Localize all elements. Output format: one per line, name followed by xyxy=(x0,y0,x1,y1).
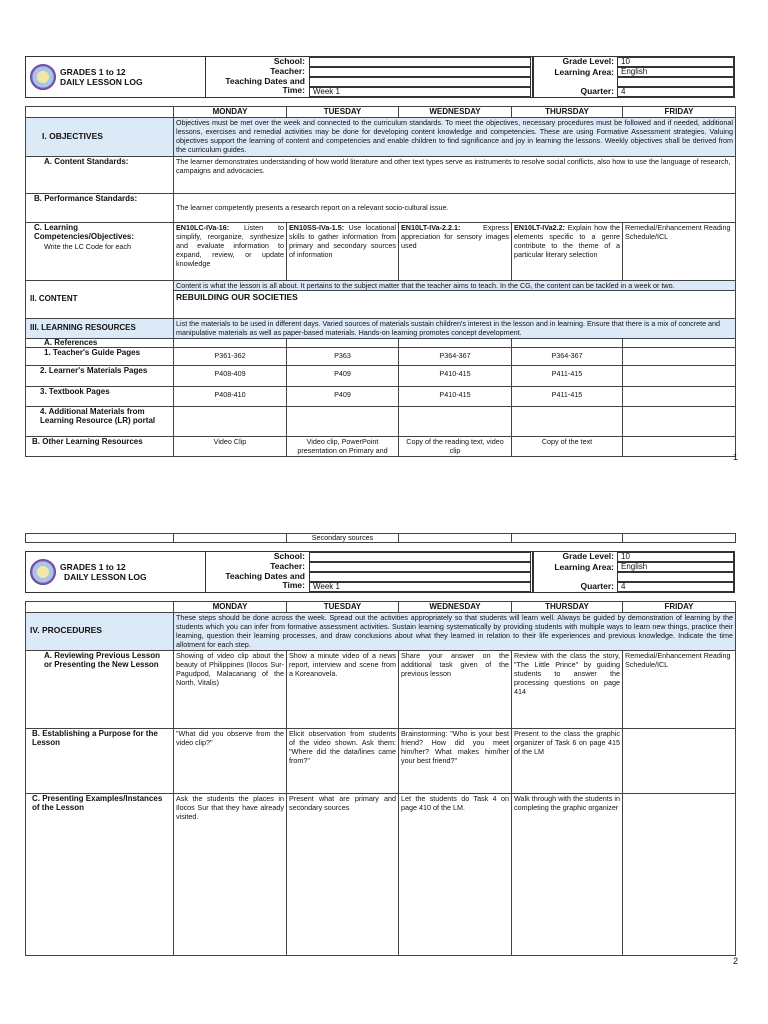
log-title: DAILY LESSON LOG xyxy=(60,77,143,87)
procedure-row-review xyxy=(26,650,736,728)
procedure-value: Elicit observation from students of the video shown. Ask them: "Where did the data/lines came from?" xyxy=(287,728,399,793)
resource-row-label: 4. Additional Materials from Learning Resource (LR) portal xyxy=(26,406,174,436)
competency-monday xyxy=(174,222,287,280)
school-label: School: xyxy=(273,56,305,66)
resource-value: P364-367 xyxy=(512,347,623,365)
procedure-row-label: A. Reviewing Previous Lesson or Presenting the New Lesson xyxy=(26,650,174,728)
quarter-value: 4 xyxy=(621,87,626,96)
lesson-table-1 xyxy=(25,106,736,457)
resource-row-label: 1. Teacher's Guide Pages xyxy=(26,347,174,365)
resource-row-lr-portal xyxy=(26,406,736,436)
quarter-label: Quarter: xyxy=(580,86,614,96)
day-thursday: THURSDAY xyxy=(512,602,623,613)
procedure-value xyxy=(623,728,736,793)
quarter-field xyxy=(617,582,734,592)
procedure-row-label: B. Establishing a Purpose for the Lesson xyxy=(26,728,174,793)
day-monday: MONDAY xyxy=(174,107,287,118)
resource-value: P411-415 xyxy=(512,365,623,386)
blank-field xyxy=(617,572,734,582)
resource-row-label: 2. Learner's Materials Pages xyxy=(26,365,174,386)
dates-value: Week 1 xyxy=(313,582,340,591)
resource-value xyxy=(623,347,736,365)
day-monday: MONDAY xyxy=(174,602,287,613)
school-field xyxy=(309,57,531,67)
resource-value xyxy=(623,386,736,406)
content-cell xyxy=(174,280,736,318)
grade-level-field xyxy=(617,552,734,562)
competency-wednesday xyxy=(399,222,512,280)
resource-value: P409 xyxy=(287,386,399,406)
page-number: 1 xyxy=(733,452,739,462)
resource-value: Video clip, PowerPoint presentation on Primary and xyxy=(287,436,399,456)
procedure-row-purpose xyxy=(26,728,736,793)
resource-value xyxy=(623,436,736,456)
dates-field xyxy=(309,572,531,582)
resource-value: P410-415 xyxy=(399,386,512,406)
resources-label: III. LEARNING RESOURCES xyxy=(26,318,174,338)
lc-text: Use locational skills to gather information from primary and secondary sources of information xyxy=(289,222,396,259)
teacher-label: Teacher: xyxy=(270,66,305,76)
header-logo-cell xyxy=(25,56,206,98)
procedure-value: Share your answer on the additional task given of the previous lesson xyxy=(399,650,512,728)
competency-tuesday xyxy=(287,222,399,280)
teacher-field xyxy=(309,562,531,572)
procedure-value: Remedial/Enhancement Reading Schedule/ICL xyxy=(623,650,736,728)
procedure-value: Review with the class the story, "The Little Prince" by guiding students to answer the processing questions on page 414 xyxy=(512,650,623,728)
lc-text: Express appreciation for sensory images used xyxy=(401,222,509,250)
dates-field xyxy=(309,77,531,87)
resource-value: P408-409 xyxy=(174,365,287,386)
resources-text: List the materials to be used in different days. Varied sources of materials sustain children's interest in the lesson and in learning. Ensure that there is a mix of concrete and manipulative materials as well as paper-based materials. Hands-on learning promotes concept development. xyxy=(174,318,736,338)
resource-value: Video Clip xyxy=(174,436,287,456)
day-friday: FRIDAY xyxy=(623,107,736,118)
competency-thursday xyxy=(512,222,623,280)
teacher-label: Teacher: xyxy=(270,561,305,571)
continued-text: Secondary sources xyxy=(287,534,399,543)
dates-value-field xyxy=(309,87,531,97)
quarter-label: Quarter: xyxy=(580,581,614,591)
day-tuesday: TUESDAY xyxy=(287,107,399,118)
procedures-label: IV. PROCEDURES xyxy=(26,612,174,650)
procedure-row-examples xyxy=(26,793,736,955)
day-header-row xyxy=(26,107,736,118)
page-number: 2 xyxy=(733,956,739,966)
learning-area-label: Learning Area: xyxy=(554,562,614,572)
lesson-table-2 xyxy=(25,601,736,956)
grade-level-field xyxy=(617,57,734,67)
procedures-row xyxy=(26,612,736,650)
procedure-value: Walk through with the students in completing the graphic organizer xyxy=(512,793,623,955)
dates-value-field xyxy=(309,582,531,592)
quarter-value: 4 xyxy=(621,582,626,591)
dates-label: Teaching Dates and Time: xyxy=(225,76,305,95)
deped-seal-icon xyxy=(30,64,56,90)
teacher-field xyxy=(309,67,531,77)
content-text: Content is what the lesson is all about. It pertains to the subject matter that the teacher aims to teach. In the CG, the content can be tackled in a week or two. xyxy=(174,281,735,291)
procedure-value: Showing of video clip about the beauty of Philippines (Ilocos Sur- Pagudpod, Malacanang of the North, Vitalis) xyxy=(174,650,287,728)
resource-row-other xyxy=(26,436,736,456)
procedure-value: Show a minute video of a news report, interview and scene from a Koreanovela. xyxy=(287,650,399,728)
continuation-strip xyxy=(25,533,736,543)
content-label: II. CONTENT xyxy=(26,280,174,318)
content-standards-label: A. Content Standards: xyxy=(26,156,174,193)
objectives-text: Objectives must be met over the week and connected to the curriculum standards. To meet the objectives, necessary procedures must be followed and if needed, additional lessons, exercises and remedial activities may be done for developing content knowledge and competencies. These are using Formative Assessment strategies. Valuing objectives support the learning of content and competencies and enable children to find significance and joy in learning the lessons. Weekly objectives shall be derived from the curriculum guides. xyxy=(174,117,736,156)
procedure-value: "What did you observe from the video clip?" xyxy=(174,728,287,793)
resource-value: Copy of the reading text, video clip xyxy=(399,436,512,456)
competencies-label-cell xyxy=(26,222,174,280)
resource-row-tg xyxy=(26,347,736,365)
procedure-value: Let the students do Task 4 on page 410 of the LM. xyxy=(399,793,512,955)
competencies-row xyxy=(26,222,736,280)
header-logo-cell xyxy=(25,551,206,593)
grade-level-value: 10 xyxy=(621,552,630,561)
content-title: REBUILDING OUR SOCIETIES xyxy=(176,291,298,302)
lc-code: EN10SS-IVa-1.5: xyxy=(289,222,345,232)
resource-value: Copy of the text xyxy=(512,436,623,456)
resources-row xyxy=(26,318,736,338)
resource-row-lm xyxy=(26,365,736,386)
content-standards-row xyxy=(26,156,736,193)
day-tuesday: TUESDAY xyxy=(287,602,399,613)
performance-standards-label: B. Performance Standards: xyxy=(26,193,174,222)
day-friday: FRIDAY xyxy=(623,602,736,613)
deped-seal-icon xyxy=(30,559,56,585)
resource-value: P361-362 xyxy=(174,347,287,365)
learning-area-label: Learning Area: xyxy=(554,67,614,77)
school-label: School: xyxy=(273,551,305,561)
grades-label: GRADES 1 to 12 xyxy=(60,67,126,77)
procedure-value xyxy=(623,793,736,955)
procedure-value: Ask the students the places in Ilocos Sur that they have already visited. xyxy=(174,793,287,955)
resource-row-label: 3. Textbook Pages xyxy=(26,386,174,406)
procedure-row-label: C. Presenting Examples/Instances of the Lesson xyxy=(26,793,174,955)
resource-row-textbook xyxy=(26,386,736,406)
school-field xyxy=(309,552,531,562)
competencies-label: C. Learning Competencies/Objectives: xyxy=(34,222,135,241)
performance-standards-row xyxy=(26,193,736,222)
blank-field xyxy=(617,77,734,87)
references-row xyxy=(26,338,736,347)
objectives-row xyxy=(26,117,736,156)
resource-value: P410-415 xyxy=(399,365,512,386)
grade-level-label: Grade Level: xyxy=(562,56,614,66)
learning-area-value: English xyxy=(621,67,648,76)
grade-level-label: Grade Level: xyxy=(562,551,614,561)
resource-value: P409 xyxy=(287,365,399,386)
procedures-text: These steps should be done across the week. Spread out the activities appropriately so that students will learn well. Always be guided by demonstration of learning by the students which you can infer from formative assessment activities. Sustain learning systematically by providing students with multiple ways to learn new things, practice their learning, question their learning processes, and draw conclusions about what they learned in relation to their life experiences and previous knowledge. Indicate the time allotment for each step. xyxy=(174,612,736,650)
resource-row-label: B. Other Learning Resources xyxy=(26,436,174,456)
resource-value: P364-367 xyxy=(399,347,512,365)
competencies-sub: Write the LC Code for each xyxy=(44,241,131,251)
content-standards-text: The learner demonstrates understanding of how world literature and other text types serve as instruments to resolve social conflicts, also how to use the language of research, campaigns and advocacies. xyxy=(174,156,736,193)
resource-value: P411-415 xyxy=(512,386,623,406)
resource-value xyxy=(623,365,736,386)
day-header-row xyxy=(26,602,736,613)
day-wednesday: WEDNESDAY xyxy=(399,602,512,613)
lc-code: EN10LT-IVa-2.2.1: xyxy=(401,222,461,232)
resource-value: P408-410 xyxy=(174,386,287,406)
grade-level-value: 10 xyxy=(621,57,630,66)
resource-value: P363 xyxy=(287,347,399,365)
lc-text: Remedial/Enhancement Reading Schedule/ICL xyxy=(625,222,731,241)
quarter-field xyxy=(617,87,734,97)
content-row xyxy=(26,280,736,318)
log-title: DAILY LESSON LOG xyxy=(64,572,147,582)
procedure-value: Brainstorming: "Who is your best friend? How did you meet him/her? What makes him/her your best friend?" xyxy=(399,728,512,793)
day-wednesday: WEDNESDAY xyxy=(399,107,512,118)
day-thursday: THURSDAY xyxy=(512,107,623,118)
dates-value: Week 1 xyxy=(313,87,340,96)
dates-label: Teaching Dates and Time: xyxy=(225,571,305,590)
competency-friday xyxy=(623,222,736,280)
grades-label: GRADES 1 to 12 xyxy=(60,562,126,572)
procedure-value: Present what are primary and secondary sources xyxy=(287,793,399,955)
performance-standards-text: The learner competently presents a research report on a relevant socio-cultural issue. xyxy=(174,193,736,222)
references-label: A. References xyxy=(26,338,174,347)
lc-text: Listen to simplify, reorganize, synthesize and evaluate information to expand, review, or update knowledge xyxy=(176,222,284,268)
procedure-value: Present to the class the graphic organizer of Task 6 on page 415 of the LM xyxy=(512,728,623,793)
lc-code: EN10LT-IVa2.2: xyxy=(514,222,565,232)
objectives-label: I. OBJECTIVES xyxy=(26,117,174,156)
learning-area-value: English xyxy=(621,562,648,571)
lc-text: Explain how the elements specific to a genre contribute to the theme of a particular literary selection xyxy=(514,222,620,259)
lc-code: EN10LC-IVa-16: xyxy=(176,222,230,232)
